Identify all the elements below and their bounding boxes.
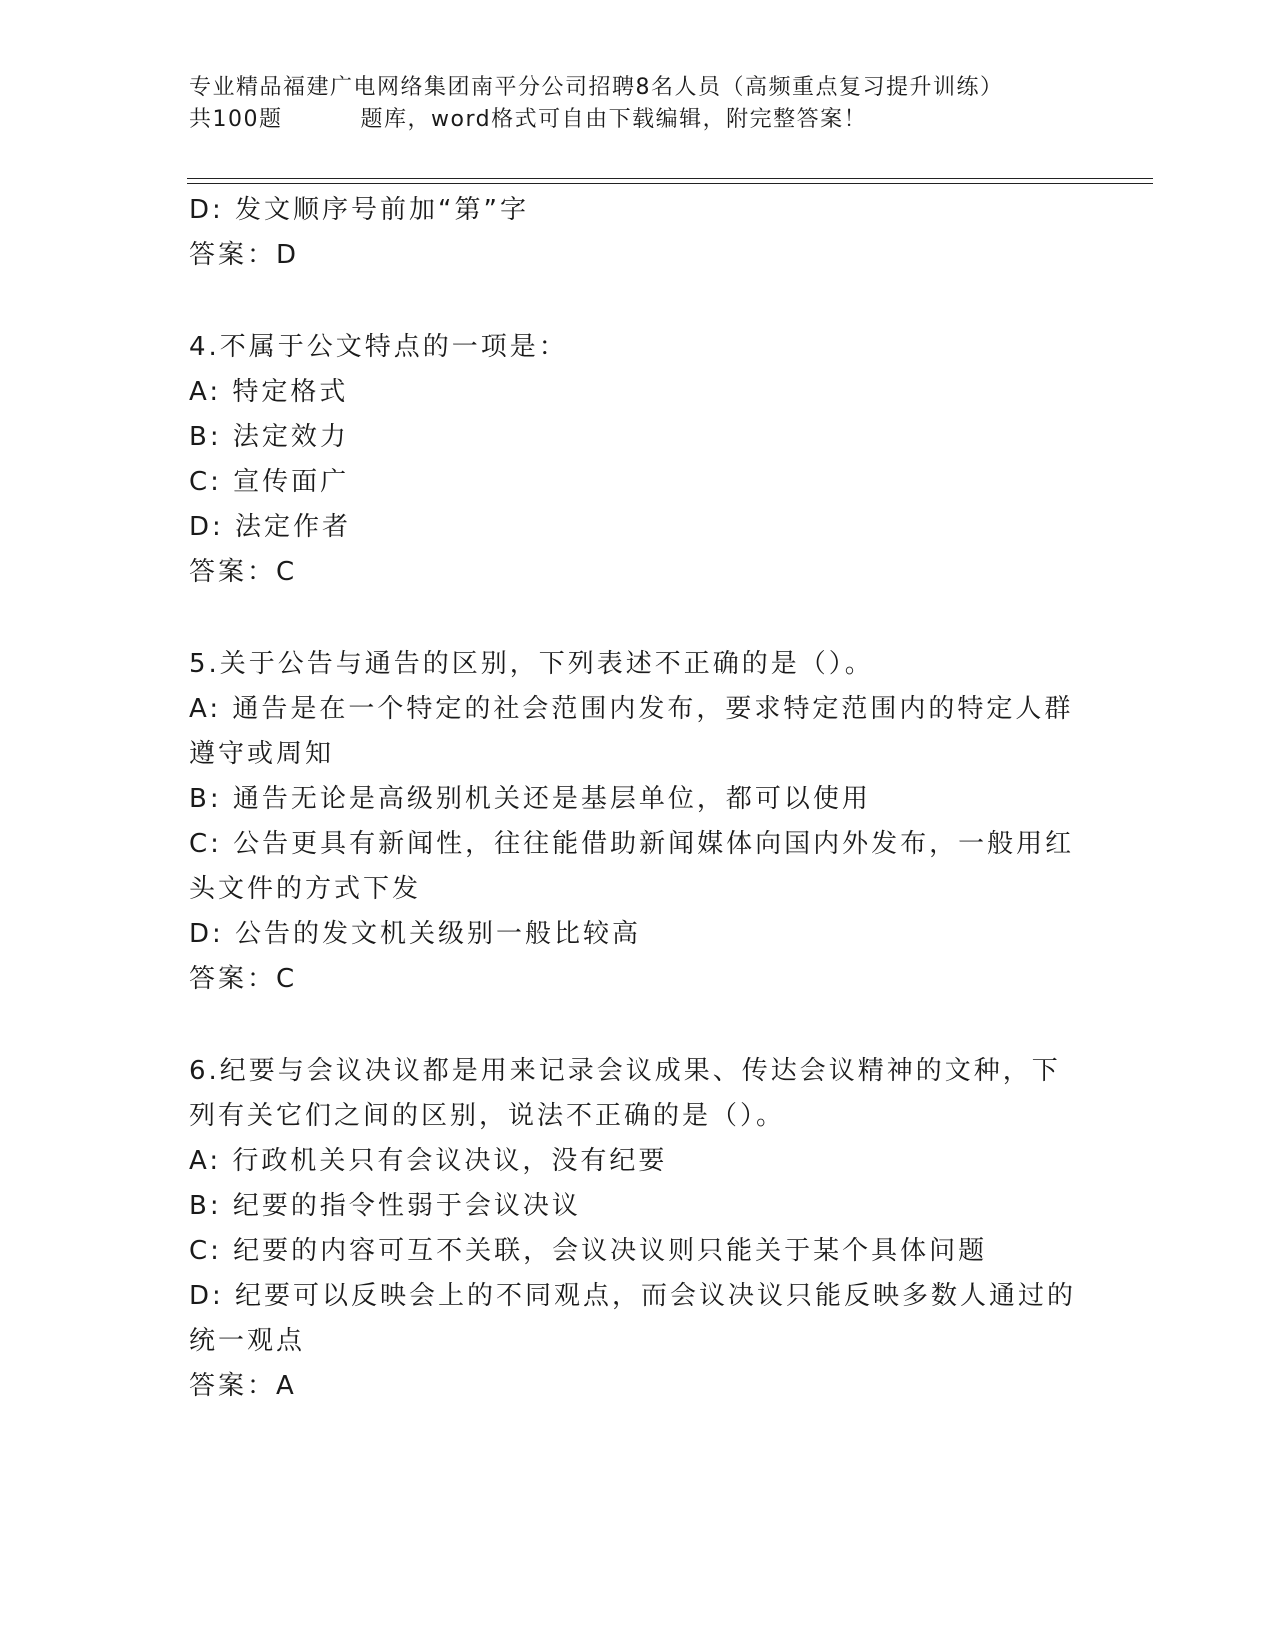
q5-option-d: D: 公告的发文机关级别一般比较高 bbox=[189, 919, 642, 949]
header-question-count: 共100题 bbox=[189, 107, 283, 132]
q6-option-d-continued: 统一观点 bbox=[189, 1326, 306, 1356]
header-description: 题库，word格式可自由下载编辑，附完整答案！ bbox=[360, 107, 868, 132]
q6-option-c: C: 纪要的内容可互不关联，会议决议则只能关于某个具体问题 bbox=[189, 1236, 988, 1266]
q4-option-d: D: 法定作者 bbox=[189, 512, 352, 542]
q4-answer: 答案：C bbox=[189, 557, 298, 587]
q3-answer: 答案：D bbox=[189, 240, 300, 270]
header-divider-bottom bbox=[187, 183, 1153, 184]
question-list bbox=[189, 188, 1089, 1409]
q4-option-c: C: 宣传面广 bbox=[189, 467, 350, 497]
q4-option-a: A: 特定格式 bbox=[189, 377, 349, 407]
q3-option-d: D: 发文顺序号前加“第”字 bbox=[189, 195, 529, 225]
q5-question: 5.关于公告与通告的区别，下列表述不正确的是（）。 bbox=[189, 649, 874, 679]
q6-answer: 答案：A bbox=[189, 1371, 297, 1401]
q4-question: 4.不属于公文特点的一项是： bbox=[189, 332, 568, 362]
q5-option-a: A: 通告是在一个特定的社会范围内发布，要求特定范围内的特定人群 bbox=[189, 694, 1074, 724]
q5-option-b: B: 通告无论是高级别机关还是基层单位，都可以使用 bbox=[189, 784, 871, 814]
q5-option-a-continued: 遵守或周知 bbox=[189, 739, 335, 769]
q5-answer: 答案：C bbox=[189, 964, 298, 994]
header-divider-top bbox=[187, 178, 1153, 179]
header-subtitle-line bbox=[189, 104, 1089, 136]
q5-option-c-continued: 头文件的方式下发 bbox=[189, 874, 422, 904]
document-header bbox=[189, 72, 1089, 136]
q6-option-b: B: 纪要的指令性弱于会议决议 bbox=[189, 1191, 581, 1221]
q6-option-d: D: 纪要可以反映会上的不同观点，而会议决议只能反映多数人通过的 bbox=[189, 1281, 1077, 1311]
q5-option-c: C: 公告更具有新闻性，往往能借助新闻媒体向国内外发布，一般用红 bbox=[189, 829, 1075, 859]
q4-option-b: B: 法定效力 bbox=[189, 422, 349, 452]
q6-question-continued: 列有关它们之间的区别，说法不正确的是（）。 bbox=[189, 1101, 786, 1131]
q6-question: 6.纪要与会议决议都是用来记录会议成果、传达会议精神的文种，下 bbox=[189, 1056, 1061, 1086]
header-title-line: 专业精品福建广电网络集团南平分公司招聘8名人员（高频重点复习提升训练） bbox=[189, 75, 1004, 100]
q6-option-a: A: 行政机关只有会议决议，没有纪要 bbox=[189, 1146, 668, 1176]
